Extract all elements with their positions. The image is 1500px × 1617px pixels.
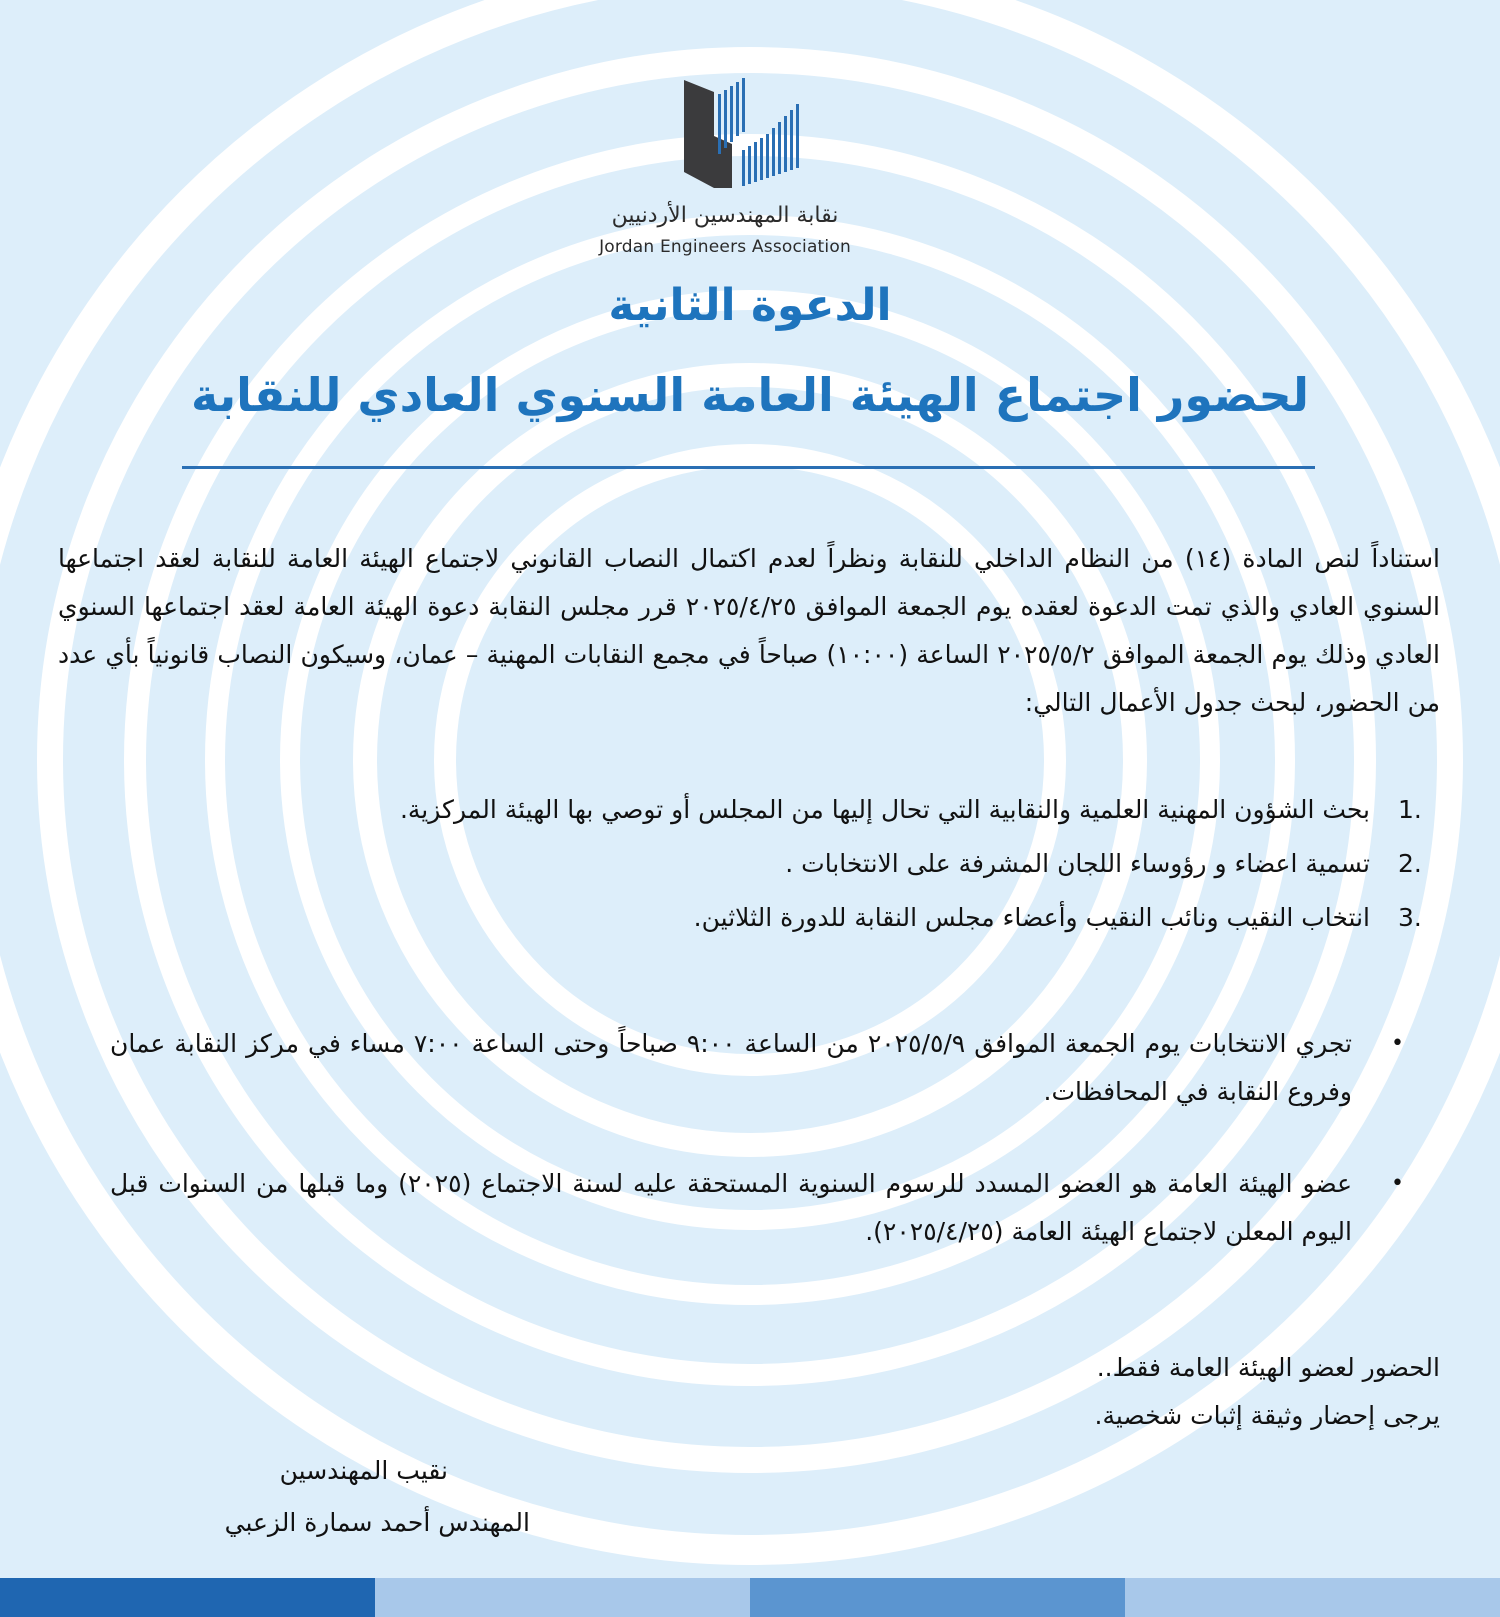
signature-block xyxy=(60,1445,530,1549)
logo-english-name: Jordan Engineers Association xyxy=(599,237,851,257)
agenda-item-number: 1. xyxy=(1398,795,1422,824)
footer-color-bar xyxy=(0,1578,1500,1617)
agenda-item xyxy=(130,894,1440,942)
agenda-item-text: انتخاب النقيب ونائب النقيب وأعضاء مجلس النقابة للدورة الثلاثين. xyxy=(693,903,1370,932)
agenda-item-number: 3. xyxy=(1398,903,1422,932)
logo-arabic-name: نقابة المهندسين الأردنيين xyxy=(611,203,839,228)
footer-segment xyxy=(750,1578,1125,1617)
intro-paragraph: استناداً لنص المادة (١٤) من النظام الداخلي للنقابة ونظراً لعدم اكتمال النصاب القانوني لاجتماع الهيئة العامة للنقابة لعقد اجتماعها السنوي العادي والذي تمت الدعوة لعقده يوم الجمعة الموافق ٢٠٢٥/٤/٢٥ قرر مجلس النقابة دعوة الهيئة العامة لعقد اجتماعها السنوي العادي وذلك يوم الجمعة الموافق ٢٠٢٥/٥/٢ الساعة (١٠:٠٠) صباحاً في مجمع النقابات المهنية – عمان، وسيكون النصاب قانونياً بأي عدد من الحضور، لبحث جدول الأعمال التالي: xyxy=(58,544,1440,717)
agenda-item-number: 2. xyxy=(1398,849,1422,878)
footer-segment xyxy=(1125,1578,1500,1617)
attendance-note xyxy=(60,1344,1440,1440)
page-title: الدعوة الثانية xyxy=(608,280,892,331)
note-item xyxy=(110,1160,1440,1256)
attendance-line-1: الحضور لعضو الهيئة العامة فقط.. xyxy=(1096,1353,1440,1382)
agenda-item-text: تسمية اعضاء و رؤوساء اللجان المشرفة على الانتخابات . xyxy=(785,849,1370,878)
agenda-list xyxy=(130,786,1440,948)
note-text: تجري الانتخابات يوم الجمعة الموافق ٢٠٢٥/٥/٩ من الساعة ٩:٠٠ صباحاً وحتى الساعة ٧:٠٠ مساء في مركز النقابة عمان وفروع النقابة في المحافظات. xyxy=(110,1029,1352,1106)
signature-title: نقيب المهندسين xyxy=(279,1456,448,1485)
notes-list xyxy=(110,1020,1440,1300)
agenda-item xyxy=(130,786,1440,834)
attendance-line-2: يرجى إحضار وثيقة إثبات شخصية. xyxy=(1094,1401,1440,1430)
page-subtitle: لحضور اجتماع الهيئة العامة السنوي العادي للنقابة xyxy=(191,368,1309,422)
bullet-icon: • xyxy=(1391,1171,1404,1196)
title-divider xyxy=(182,466,1315,469)
signature-name: المهندس أحمد سمارة الزعبي xyxy=(224,1508,530,1537)
agenda-item xyxy=(130,840,1440,888)
agenda-item-text: بحث الشؤون المهنية العلمية والنقابية التي تحال إليها من المجلس أو توصي بها الهيئة المركزية. xyxy=(399,795,1370,824)
footer-segment xyxy=(375,1578,750,1617)
note-item xyxy=(110,1020,1440,1116)
footer-segment xyxy=(0,1578,375,1617)
bullet-icon: • xyxy=(1391,1031,1404,1056)
jea-logo-icon xyxy=(680,76,820,196)
note-text: عضو الهيئة العامة هو العضو المسدد للرسوم السنوية المستحقة عليه لسنة الاجتماع (٢٠٢٥) وما قبلها من السنوات قبل اليوم المعلن لاجتماع الهيئة العامة (٢٠٢٥/٤/٢٥). xyxy=(110,1169,1352,1246)
